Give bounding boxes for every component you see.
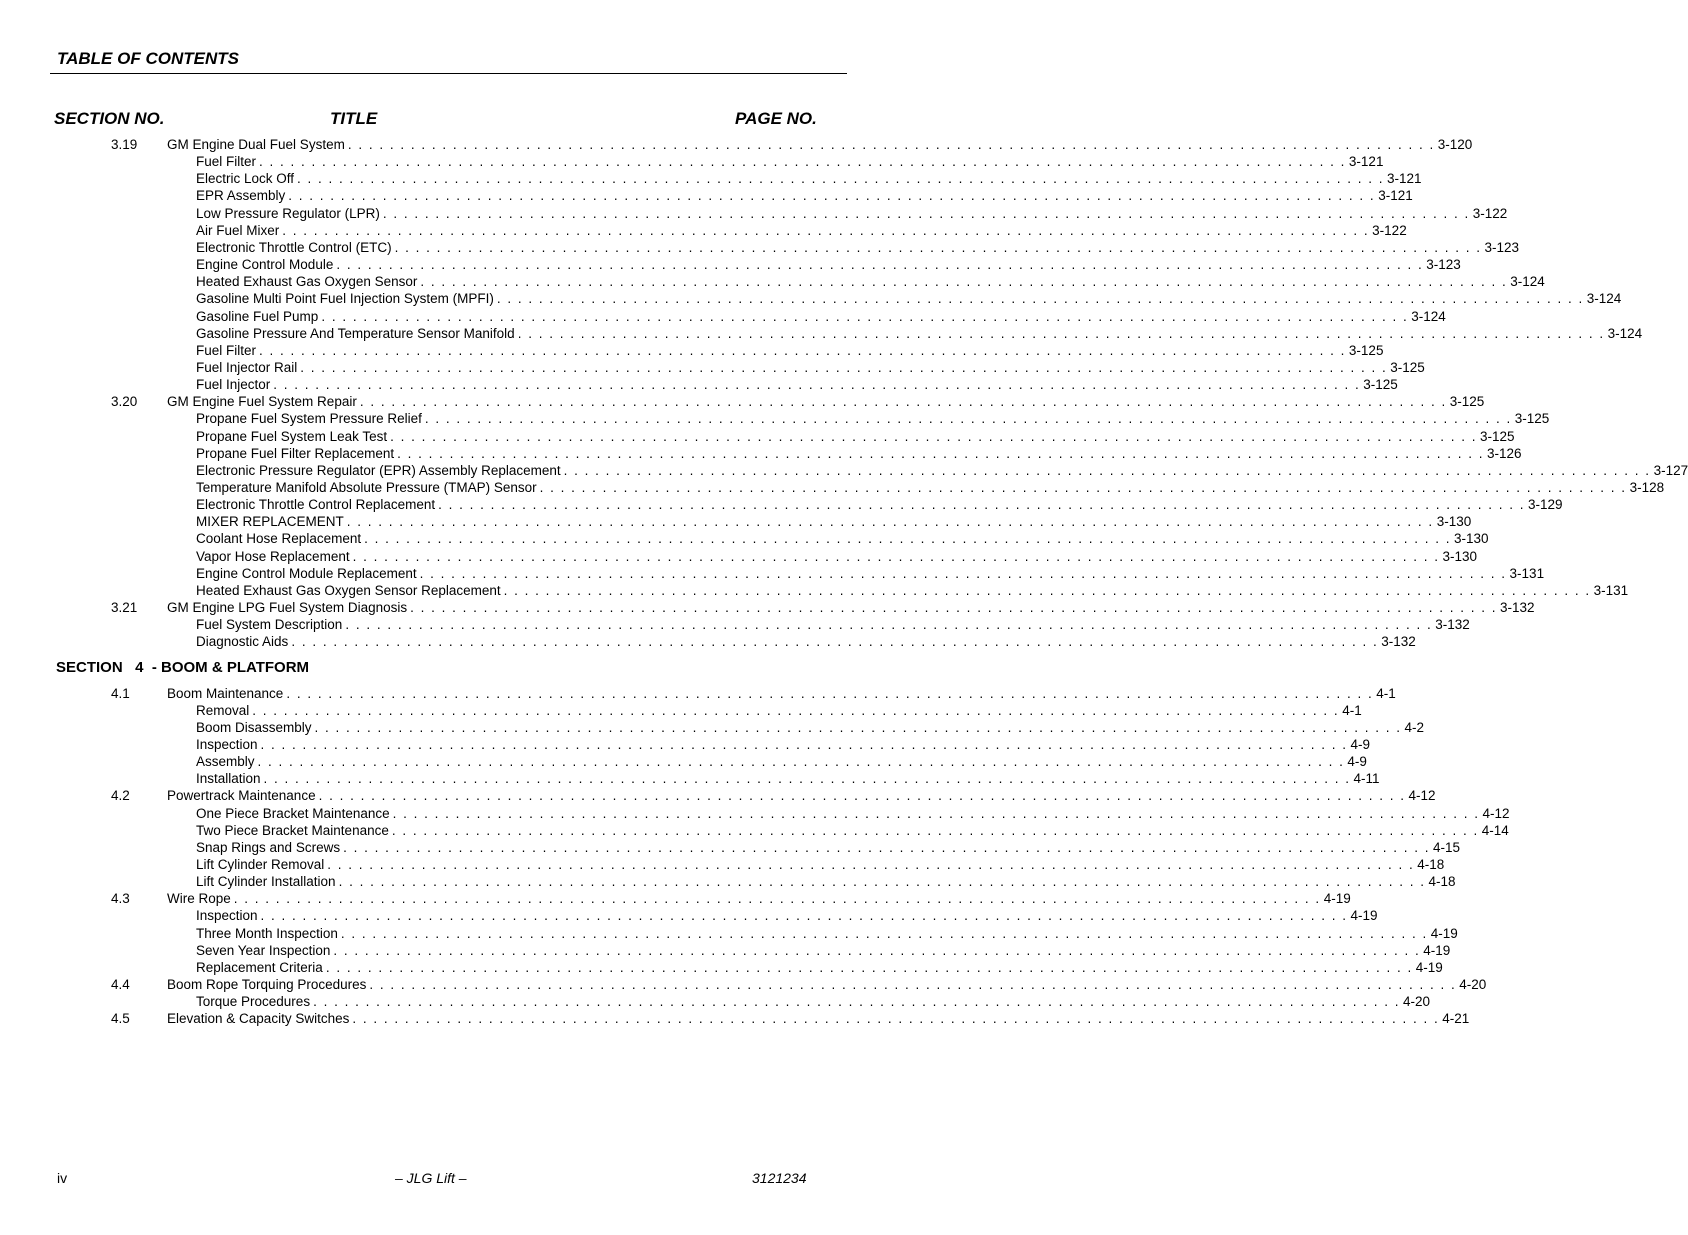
toc-subsection-row[interactable] (0, 873, 1456, 890)
dot-leader: . . . . . . . . . . . . . . . . . . . . . . . . . . . . . . . . . . . . . . . . . . . . . . . . . . . . . . . . . . . . . . . . . . . . . . . . . . . . . . . . . . . . . . . . . . . . . . . . . . . . . . . . (273, 377, 1361, 393)
toc-entry (196, 290, 1622, 307)
toc-entry (196, 308, 1446, 325)
toc-page-number: 3-124 (1510, 274, 1545, 290)
toc-page-number: 4-11 (1353, 771, 1380, 787)
section-heading: SECTION 4 - BOOM & PLATFORM (56, 658, 310, 676)
toc-entry-title: Temperature Manifold Absolute Pressure (TMAP) Sensor (196, 480, 537, 495)
toc-section-number: 3.20 (111, 394, 138, 410)
toc-entry (196, 239, 1519, 256)
toc-entry (196, 513, 1472, 530)
dot-leader: . . . . . . . . . . . . . . . . . . . . . . . . . . . . . . . . . . . . . . . . . . . . . . . . . . . . . . . . . . . . . . . . . . . . . . . . . . . . . . . . . . . . . . . . . . . . . . . . . . . . . . . . (314, 719, 1402, 735)
toc-section-number: 3.19 (111, 137, 138, 152)
toc-subsection-row[interactable] (0, 256, 1461, 273)
dot-leader: . . . . . . . . . . . . . . . . . . . . . . . . . . . . . . . . . . . . . . . . . . . . . . . . . . . . . . . . . . . . . . . . . . . . . . . . . . . . . . . . . . . . . . . . . . . . . . . . . . . . . . . . (282, 222, 1370, 238)
dot-leader: . . . . . . . . . . . . . . . . . . . . . . . . . . . . . . . . . . . . . . . . . . . . . . . . . . . . . . . . . . . . . . . . . . . . . . . . . . . . . . . . . . . . . . . . . . . . . . . . . . . . . . . . (257, 754, 1345, 770)
toc-page-number: 4-19 (1430, 925, 1458, 941)
toc-entry-title: Removal (196, 702, 250, 718)
toc-entry (196, 445, 1522, 462)
dot-leader: . . . . . . . . . . . . . . . . . . . . . . . . . . . . . . . . . . . . . . . . . . . . . . . . . . . . . . . . . . . . . . . . . . . . . . . . . . . . . . . . . . . . . . . . . . . . . . . . . . . . . . . . (390, 428, 1478, 444)
toc-entry (196, 479, 1665, 496)
toc-subsection-row[interactable] (0, 907, 1378, 924)
toc-page-number: 3-131 (1593, 582, 1629, 598)
toc-entry-title: Installation (196, 771, 261, 787)
toc-entry-title: Heated Exhaust Gas Oxygen Sensor Replacement (196, 582, 501, 598)
toc-page-number: 3-132 (1500, 600, 1535, 616)
toc-page-number: 3-125 (1363, 377, 1398, 393)
toc-entry (196, 273, 1545, 290)
dot-leader: . . . . . . . . . . . . . . . . . . . . . . . . . . . . . . . . . . . . . . . . . . . . . . . . . . . . . . . . . . . . . . . . . . . . . . . . . . . . . . . . . . . . . . . . . . . . . . . . . . . . . . . . (369, 977, 1457, 993)
toc-entry-title: Elevation & Capacity Switches (167, 1011, 350, 1027)
toc-entry-title: Torque Procedures (196, 994, 311, 1010)
toc-entry-title: Fuel Injector (196, 377, 271, 393)
dot-leader: . . . . . . . . . . . . . . . . . . . . . . . . . . . . . . . . . . . . . . . . . . . . . . . . . . . . . . . . . . . . . . . . . . . . . . . . . . . . . . . . . . . . . . . . . . . . . . . . . . . . . . . . (333, 942, 1421, 958)
toc-entry (167, 393, 1485, 410)
toc-subsection-row[interactable] (0, 702, 1362, 719)
toc-subsection-row[interactable] (0, 770, 1380, 787)
toc-subsection-row[interactable] (0, 959, 1443, 976)
toc-subsection-row[interactable] (0, 222, 1407, 239)
dot-leader: . . . . . . . . . . . . . . . . . . . . . . . . . . . . . . . . . . . . . . . . . . . . . . . . . . . . . . . . . . . . . . . . . . . . . . . . . . . . . . . . . . . . . . . . . . . . . . . . . . . . . . . . (288, 188, 1376, 204)
toc-page-number: 3-132 (1381, 634, 1416, 650)
dot-leader: . . . . . . . . . . . . . . . . . . . . . . . . . . . . . . . . . . . . . . . . . . . . . . . . . . . . . . . . . . . . . . . . . . . . . . . . . . . . . . . . . . . . . . . . . . . . . . . . . . . . . . . . (260, 736, 1348, 752)
toc-page-number: 3-130 (1436, 514, 1472, 530)
dot-leader: . . . . . . . . . . . . . . . . . . . . . . . . . . . . . . . . . . . . . . . . . . . . . . . . . . . . . . . . . . . . . . . . . . . . . . . . . . . . . . . . . . . . . . . . . . . . . . . . . . . . . . . . (419, 565, 1507, 581)
toc-entry (196, 428, 1515, 445)
toc-page-number: 3-125 (1390, 359, 1425, 375)
toc-page-number: 4-20 (1402, 994, 1431, 1010)
toc-entry-title: GM Engine LPG Fuel System Diagnosis (167, 600, 408, 616)
toc-entry (196, 582, 1629, 599)
toc-entry (196, 359, 1425, 376)
toc-subsection-row[interactable] (0, 445, 1522, 462)
toc-entry (196, 942, 1451, 959)
toc-entry (167, 136, 1473, 153)
toc-entry (196, 548, 1478, 565)
toc-entry-title: Lift Cylinder Installation (196, 874, 336, 890)
toc-subsection-row[interactable] (0, 170, 1422, 187)
dot-leader: . . . . . . . . . . . . . . . . . . . . . . . . . . . . . . . . . . . . . . . . . . . . . . . . . . . . . . . . . . . . . . . . . . . . . . . . . . . . . . . . . . . . . . . . . . . . . . . . . . . . . . . . (503, 582, 1591, 598)
toc-subsection-row[interactable] (0, 239, 1519, 256)
toc-entry-title: Vapor Hose Replacement (196, 548, 350, 564)
toc-entry (196, 736, 1370, 753)
toc-page-number: 4-12 (1408, 788, 1436, 804)
toc-entry-title: Gasoline Pressure And Temperature Sensor Manifold (196, 325, 515, 341)
toc-entry-title: Fuel Filter (196, 342, 257, 358)
toc-entry-title: Propane Fuel System Leak Test (196, 428, 388, 444)
dot-leader: . . . . . . . . . . . . . . . . . . . . . . . . . . . . . . . . . . . . . . . . . . . . . . . . . . . . . . . . . . . . . . . . . . . . . . . . . . . . . . . . . . . . . . . . . . . . . . . . . . . . . . . . (382, 205, 1470, 221)
toc-entry (196, 719, 1424, 736)
dot-leader: . . . . . . . . . . . . . . . . . . . . . . . . . . . . . . . . . . . . . . . . . . . . . . . . . . . . . . . . . . . . . . . . . . . . . . . . . . . . . . . . . . . . . . . . . . . . . . . . . . . . . . . . (313, 994, 1400, 1010)
toc-page-number: 4-15 (1432, 839, 1461, 855)
toc-entry-title: Assembly (196, 754, 255, 770)
toc-subsection-row[interactable] (0, 530, 1489, 547)
toc-entry (196, 873, 1456, 890)
toc-entry (196, 222, 1407, 239)
column-header-page-no: PAGE NO. (735, 109, 817, 128)
toc-section-number: 4.5 (111, 1011, 130, 1027)
toc-subsection-row[interactable] (0, 753, 1367, 770)
toc-entry-title: Replacement Criteria (196, 959, 323, 975)
toc-entry (167, 976, 1487, 993)
toc-subsection-row[interactable] (0, 736, 1370, 753)
toc-entry-title: Two Piece Bracket Maintenance (196, 822, 389, 838)
toc-page-number: 4-21 (1442, 1011, 1470, 1027)
toc-page-number: 4-19 (1415, 959, 1443, 975)
toc-entry-title: Engine Control Module (196, 257, 334, 273)
toc-page-number: 3-124 (1586, 291, 1622, 307)
toc-subsection-row[interactable] (0, 342, 1384, 359)
toc-entry (196, 170, 1422, 187)
toc-page-number: 3-121 (1348, 154, 1384, 170)
toc-entry-title: Boom Maintenance (167, 685, 284, 701)
toc-entry-title: Heated Exhaust Gas Oxygen Sensor (196, 274, 418, 290)
toc-entry (167, 685, 1396, 702)
dot-leader: . . . . . . . . . . . . . . . . . . . . . . . . . . . . . . . . . . . . . . . . . . . . . . . . . . . . . . . . . . . . . . . . . . . . . . . . . . . . . . . . . . . . . . . . . . . . . . . . . . . . . . . . (410, 600, 1498, 616)
toc-page-number: 3-123 (1484, 239, 1519, 255)
toc-entry-title: Gasoline Fuel Pump (196, 308, 319, 324)
toc-subsection-row[interactable] (0, 565, 1545, 582)
toc-entry (196, 616, 1470, 633)
toc-page-number: 4-14 (1481, 822, 1509, 838)
toc-entry-title: One Piece Bracket Maintenance (196, 805, 390, 821)
dot-leader: . . . . . . . . . . . . . . . . . . . . . . . . . . . . . . . . . . . . . . . . . . . . . . . . . . . . . . . . . . . . . . . . . . . . . . . . . . . . . . . . . . . . . . . . . . . . . . . . . . . . . . . . (252, 702, 1340, 718)
toc-entry-title: Boom Rope Torquing Procedures (167, 977, 367, 993)
dot-leader: . . . . . . . . . . . . . . . . . . . . . . . . . . . . . . . . . . . . . . . . . . . . . . . . . . . . . . . . . . . . . . . . . . . . . . . . . . . . . . . . . . . . . . . . . . . . . . . . . . . . . . . . (300, 359, 1388, 375)
toc-page-number: 4-18 (1417, 857, 1445, 872)
toc-entry-title: Fuel Filter (196, 154, 257, 170)
toc-entry (196, 462, 1688, 479)
toc-entry (196, 805, 1510, 822)
toc-entry-title: Fuel System Description (196, 617, 343, 633)
toc-page-number: 3-127 (1653, 462, 1688, 478)
footer-document-number: 3121234 (752, 1170, 807, 1186)
dot-leader: . . . . . . . . . . . . . . . . . . . . . . . . . . . . . . . . . . . . . . . . . . . . . . . . . . . . . . . . . . . . . . . . . . . . . . . . . . . . . . . . . . . . . . . . . . . . . . . . . . . . . . . . (391, 822, 1479, 838)
toc-section-row[interactable] (0, 1010, 1470, 1027)
toc-entry (196, 925, 1458, 942)
toc-section-row[interactable] (0, 136, 1473, 153)
dot-leader: . . . . . . . . . . . . . . . . . . . . . . . . . . . . . . . . . . . . . . . . . . . . . . . . . . . . . . . . . . . . . . . . . . . . . . . . . . . . . . . . . . . . . . . . . . . . . . . . . . . . . . . . (325, 959, 1413, 975)
toc-page-number: 3-122 (1472, 205, 1508, 221)
dot-leader: . . . . . . . . . . . . . . . . . . . . . . . . . . . . . . . . . . . . . . . . . . . . . . . . . . . . . . . . . . . . . . . . . . . . . . . . . . . . . . . . . . . . . . . . . . . . . . . . . . . . . . . . (352, 1011, 1440, 1027)
toc-page-number: 4-19 (1323, 891, 1351, 907)
toc-entry-title: Seven Year Inspection (196, 942, 331, 958)
toc-entry (196, 187, 1413, 204)
toc-entry-title: Propane Fuel System Pressure Relief (196, 411, 422, 427)
toc-entry (167, 890, 1351, 907)
toc-subsection-row[interactable] (0, 479, 1665, 496)
toc-subsection-row[interactable] (0, 513, 1472, 530)
toc-entry-title: Lift Cylinder Removal (196, 857, 325, 872)
dot-leader: . . . . . . . . . . . . . . . . . . . . . . . . . . . . . . . . . . . . . . . . . . . . . . . . . . . . . . . . . . . . . . . . . . . . . . . . . . . . . . . . . . . . . . . . . . . . . . . . . . . . . . . . (343, 839, 1430, 855)
toc-entry (196, 753, 1367, 770)
toc-subsection-row[interactable] (0, 359, 1425, 376)
dot-leader: . . . . . . . . . . . . . . . . . . . . . . . . . . . . . . . . . . . . . . . . . . . . . . . . . . . . . . . . . . . . . . . . . . . . . . . . . . . . . . . . . . . . . . . . . . . . . . . . . . . . . . . . (539, 480, 1627, 495)
toc-page-number: 3-124 (1411, 308, 1446, 324)
dot-leader: . . . . . . . . . . . . . . . . . . . . . . . . . . . . . . . . . . . . . . . . . . . . . . . . . . . . . . . . . . . . . . . . . . . . . . . . . . . . . . . . . . . . . . . . . . . . . . . . . . . . . . . . (340, 925, 1428, 941)
toc-subsection-row[interactable] (0, 205, 1508, 222)
toc-subsection-row[interactable] (0, 325, 1643, 342)
toc-entry (196, 256, 1461, 273)
toc-subsection-row[interactable] (0, 187, 1413, 204)
toc-entry-title: GM Engine Fuel System Repair (167, 394, 357, 410)
toc-entry-title: Gasoline Multi Point Fuel Injection System (MPFI) (196, 291, 494, 307)
toc-section-number: 4.4 (111, 977, 130, 993)
toc-entry (196, 822, 1509, 839)
toc-page-number: 4-1 (1376, 685, 1396, 701)
toc-entry (196, 205, 1508, 222)
dot-leader: . . . . . . . . . . . . . . . . . . . . . . . . . . . . . . . . . . . . . . . . . . . . . . . . . . . . . . . . . . . . . . . . . . . . . . . . . . . . . . . . . . . . . . . . . . . . . . . . . . . . . . . . (327, 857, 1415, 872)
toc-section-row[interactable] (0, 393, 1485, 410)
footer-publisher: – JLG Lift – (395, 1170, 467, 1186)
toc-page-number: 3-125 (1480, 428, 1515, 444)
toc-page-number: 4-12 (1482, 805, 1510, 821)
toc-subsection-row[interactable] (0, 839, 1461, 856)
toc-entry-title: Low Pressure Regulator (LPR) (196, 205, 380, 221)
toc-entry (196, 959, 1443, 976)
toc-entry-title: Wire Rope (167, 891, 231, 907)
toc-page-number: 3-126 (1487, 445, 1522, 461)
toc-entry (196, 410, 1550, 427)
dot-leader: . . . . . . . . . . . . . . . . . . . . . . . . . . . . . . . . . . . . . . . . . . . . . . . . . . . . . . . . . . . . . . . . . . . . . . . . . . . . . . . . . . . . . . . . . . . . . . . . . . . . . . . . (346, 514, 1434, 530)
toc-entry (167, 787, 1436, 804)
toc-entry-title: EPR Assembly (196, 188, 286, 204)
toc-subsection-row[interactable] (0, 633, 1416, 650)
dot-leader: . . . . . . . . . . . . . . . . . . . . . . . . . . . . . . . . . . . . . . . . . . . . . . . . . . . . . . . . . . . . . . . . . . . . . . . . . . . . . . . . . . . . . . . . . . . . . . . . . . . . . . . . (338, 874, 1426, 890)
toc-page-number: 3-128 (1629, 480, 1665, 495)
toc-entry-title: Engine Control Module Replacement (196, 565, 417, 581)
dot-leader: . . . . . . . . . . . . . . . . . . . . . . . . . . . . . . . . . . . . . . . . . . . . . . . . . . . . . . . . . . . . . . . . . . . . . . . . . . . . . . . . . . . . . . . . . . . . . . . . . . . . . . . . (336, 257, 1424, 273)
toc-entry-title: Inspection (196, 736, 258, 752)
toc-page-number: 3-131 (1509, 565, 1545, 581)
toc-page-number: 4-20 (1459, 977, 1487, 993)
dot-leader: . . . . . . . . . . . . . . . . . . . . . . . . . . . . . . . . . . . . . . . . . . . . . . . . . . . . . . . . . . . . . . . . . . . . . . . . . . . . . . . . . . . . . . . . . . . . . . . . . . . . . . . . (424, 411, 1512, 427)
dot-leader: . . . . . . . . . . . . . . . . . . . . . . . . . . . . . . . . . . . . . . . . . . . . . . . . . . . . . . . . . . . . . . . . . . . . . . . . . . . . . . . . . . . . . . . . . . . . . . . . . . . . . . . . (438, 497, 1526, 513)
header-divider (50, 73, 847, 74)
dot-leader: . . . . . . . . . . . . . . . . . . . . . . . . . . . . . . . . . . . . . . . . . . . . . . . . . . . . . . . . . . . . . . . . . . . . . . . . . . . . . . . . . . . . . . . . . . . . . . . . . . . . . . . . (233, 891, 1321, 907)
dot-leader: . . . . . . . . . . . . . . . . . . . . . . . . . . . . . . . . . . . . . . . . . . . . . . . . . . . . . . . . . . . . . . . . . . . . . . . . . . . . . . . . . . . . . . . . . . . . . . . . . . . . . . . . (286, 685, 1374, 701)
dot-leader: . . . . . . . . . . . . . . . . . . . . . . . . . . . . . . . . . . . . . . . . . . . . . . . . . . . . . . . . . . . . . . . . . . . . . . . . . . . . . . . . . . . . . . . . . . . . . . . . . . . . . . . . (345, 617, 1433, 633)
dot-leader: . . . . . . . . . . . . . . . . . . . . . . . . . . . . . . . . . . . . . . . . . . . . . . . . . . . . . . . . . . . . . . . . . . . . . . . . . . . . . . . . . . . . . . . . . . . . . . . . . . . . . . . . (517, 325, 1605, 341)
dot-leader: . . . . . . . . . . . . . . . . . . . . . . . . . . . . . . . . . . . . . . . . . . . . . . . . . . . . . . . . . . . . . . . . . . . . . . . . . . . . . . . . . . . . . . . . . . . . . . . . . . . . . . . . (259, 342, 1346, 358)
toc-section-row[interactable] (0, 787, 1436, 804)
toc-entry-title: Electric Lock Off (196, 171, 295, 187)
toc-page-number: 4-19 (1350, 908, 1378, 924)
dot-leader: . . . . . . . . . . . . . . . . . . . . . . . . . . . . . . . . . . . . . . . . . . . . . . . . . . . . . . . . . . . . . . . . . . . . . . . . . . . . . . . . . . . . . . . . . . . . . . . . . . . . . . . . (352, 548, 1440, 564)
toc-section-number: 4.2 (111, 788, 130, 804)
toc-page-number: 3-125 (1348, 342, 1384, 358)
toc-entry-title: Fuel Injector Rail (196, 359, 298, 375)
toc-page-number: 3-129 (1528, 497, 1563, 513)
toc-section-row[interactable] (0, 685, 1396, 702)
toc-page-number: 4-9 (1350, 736, 1370, 752)
toc-entry-title: Electronic Throttle Control Replacement (196, 497, 436, 513)
dot-leader: . . . . . . . . . . . . . . . . . . . . . . . . . . . . . . . . . . . . . . . . . . . . . . . . . . . . . . . . . . . . . . . . . . . . . . . . . . . . . . . . . . . . . . . . . . . . . . . . . . . . . . . . (394, 239, 1482, 255)
toc-subsection-row[interactable] (0, 856, 1445, 873)
toc-page-number: 3-121 (1378, 188, 1413, 204)
toc-page-number: 4-19 (1423, 942, 1451, 958)
toc-subsection-row[interactable] (0, 462, 1688, 479)
toc-entry-title: Diagnostic Aids (196, 634, 289, 650)
toc-subsection-row[interactable] (0, 582, 1629, 599)
toc-entry (167, 599, 1535, 616)
toc-page-number: 4-1 (1342, 702, 1362, 718)
toc-entry (196, 856, 1445, 873)
toc-page-number: 3-125 (1449, 394, 1485, 410)
toc-section-row[interactable] (0, 890, 1351, 907)
toc-subsection-row[interactable] (0, 548, 1478, 565)
dot-leader: . . . . . . . . . . . . . . . . . . . . . . . . . . . . . . . . . . . . . . . . . . . . . . . . . . . . . . . . . . . . . . . . . . . . . . . . . . . . . . . . . . . . . . . . . . . . . . . . . . . . . . . . (260, 908, 1348, 924)
toc-section-number: 3.21 (111, 600, 138, 616)
dot-leader: . . . . . . . . . . . . . . . . . . . . . . . . . . . . . . . . . . . . . . . . . . . . . . . . . . . . . . . . . . . . . . . . . . . . . . . . . . . . . . . . . . . . . . . . . . . . . . . . . . . . . . . . (420, 274, 1508, 290)
toc-entry-title: Three Month Inspection (196, 925, 338, 941)
toc-subsection-row[interactable] (0, 308, 1446, 325)
toc-subsection-row[interactable] (0, 153, 1384, 170)
toc-subsection-row[interactable] (0, 925, 1458, 942)
toc-page-number: 3-130 (1442, 548, 1478, 564)
toc-subsection-row[interactable] (0, 273, 1545, 290)
toc-subsection-row[interactable] (0, 428, 1515, 445)
dot-leader: . . . . . . . . . . . . . . . . . . . . . . . . . . . . . . . . . . . . . . . . . . . . . . . . . . . . . . . . . . . . . . . . . . . . . . . . . . . . . . . . . . . . . . . . . . . . . . . . . . . . . . . . (263, 771, 1351, 787)
dot-leader: . . . . . . . . . . . . . . . . . . . . . . . . . . . . . . . . . . . . . . . . . . . . . . . . . . . . . . . . . . . . . . . . . . . . . . . . . . . . . . . . . . . . . . . . . . . . . . . . . . . . . . . . (496, 291, 1584, 307)
toc-entry (196, 839, 1461, 856)
toc-section-number: 4.3 (111, 891, 130, 907)
dot-leader: . . . . . . . . . . . . . . . . . . . . . . . . . . . . . . . . . . . . . . . . . . . . . . . . . . . . . . . . . . . . . . . . . . . . . . . . . . . . . . . . . . . . . . . . . . . . . . . . . . . . . . . . (318, 788, 1406, 804)
toc-entry-title: Powertrack Maintenance (167, 788, 316, 804)
dot-leader: . . . . . . . . . . . . . . . . . . . . . . . . . . . . . . . . . . . . . . . . . . . . . . . . . . . . . . . . . . . . . . . . . . . . . . . . . . . . . . . . . . . . . . . . . . . . . . . . . . . . . . . . (364, 531, 1451, 547)
toc-page-number: 3-122 (1372, 222, 1407, 238)
dot-leader: . . . . . . . . . . . . . . . . . . . . . . . . . . . . . . . . . . . . . . . . . . . . . . . . . . . . . . . . . . . . . . . . . . . . . . . . . . . . . . . . . . . . . . . . . . . . . . . . . . . . . . . . (359, 394, 1447, 410)
toc-subsection-row[interactable] (0, 942, 1451, 959)
toc-section-number: 4.1 (111, 685, 130, 701)
toc-entry (196, 325, 1643, 342)
toc-entry (167, 1010, 1470, 1027)
toc-entry-title: MIXER REPLACEMENT (196, 514, 344, 530)
toc-entry-title: Coolant Hose Replacement (196, 531, 362, 547)
toc-page-number: 4-18 (1428, 874, 1456, 890)
toc-entry (196, 376, 1398, 393)
toc-entry (196, 530, 1489, 547)
toc-entry (196, 496, 1563, 513)
dot-leader: . . . . . . . . . . . . . . . . . . . . . . . . . . . . . . . . . . . . . . . . . . . . . . . . . . . . . . . . . . . . . . . . . . . . . . . . . . . . . . . . . . . . . . . . . . . . . . . . . . . . . . . . (291, 634, 1379, 650)
toc-entry-title: Propane Fuel Filter Replacement (196, 445, 395, 461)
toc-page-number: 3-125 (1514, 411, 1550, 427)
toc-entry-title: Snap Rings and Screws (196, 839, 341, 855)
toc-entry (196, 907, 1378, 924)
toc-page-number: 3-120 (1437, 137, 1473, 152)
toc-page-number: 4-2 (1404, 719, 1424, 735)
toc-entry-title: Boom Disassembly (196, 719, 312, 735)
dot-leader: . . . . . . . . . . . . . . . . . . . . . . . . . . . . . . . . . . . . . . . . . . . . . . . . . . . . . . . . . . . . . . . . . . . . . . . . . . . . . . . . . . . . . . . . . . . . . . . . . . . . . . . . (392, 805, 1480, 821)
toc-subsection-row[interactable] (0, 376, 1398, 393)
column-header-title: TITLE (330, 109, 378, 128)
toc-subsection-row[interactable] (0, 822, 1509, 839)
toc-entry-title: Air Fuel Mixer (196, 222, 280, 238)
toc-entry (196, 702, 1362, 719)
toc-entry (196, 993, 1431, 1010)
toc-subsection-row[interactable] (0, 496, 1563, 513)
toc-entry (196, 633, 1416, 650)
toc-page-number: 3-130 (1454, 531, 1489, 547)
page-header-title: TABLE OF CONTENTS (57, 49, 239, 68)
toc-entry (196, 770, 1380, 787)
toc-page-number: 3-121 (1386, 171, 1422, 187)
dot-leader: . . . . . . . . . . . . . . . . . . . . . . . . . . . . . . . . . . . . . . . . . . . . . . . . . . . . . . . . . . . . . . . . . . . . . . . . . . . . . . . . . . . . . . . . . . . . . . . . . . . . . . . . (397, 445, 1485, 461)
dot-leader: . . . . . . . . . . . . . . . . . . . . . . . . . . . . . . . . . . . . . . . . . . . . . . . . . . . . . . . . . . . . . . . . . . . . . . . . . . . . . . . . . . . . . . . . . . . . . . . . . . . . . . . . (297, 171, 1384, 187)
toc-entry-title: GM Engine Dual Fuel System (167, 137, 345, 152)
dot-leader: . . . . . . . . . . . . . . . . . . . . . . . . . . . . . . . . . . . . . . . . . . . . . . . . . . . . . . . . . . . . . . . . . . . . . . . . . . . . . . . . . . . . . . . . . . . . . . . . . . . . . . . . (347, 137, 1435, 152)
toc-page-number: 4-9 (1347, 754, 1367, 770)
toc-entry (196, 153, 1384, 170)
footer-page-number: iv (57, 1170, 68, 1186)
dot-leader: . . . . . . . . . . . . . . . . . . . . . . . . . . . . . . . . . . . . . . . . . . . . . . . . . . . . . . . . . . . . . . . . . . . . . . . . . . . . . . . . . . . . . . . . . . . . . . . . . . . . . . . . (259, 154, 1346, 170)
toc-page-number: 3-132 (1435, 617, 1470, 633)
toc-section-row[interactable] (0, 599, 1535, 616)
toc-subsection-row[interactable] (0, 805, 1510, 822)
toc-subsection-row[interactable] (0, 290, 1622, 307)
toc-subsection-row[interactable] (0, 410, 1550, 427)
toc-page-number: 3-124 (1607, 325, 1643, 341)
toc-entry (196, 565, 1545, 582)
toc-page-number: 3-123 (1426, 257, 1461, 273)
toc-entry-title: Inspection (196, 908, 258, 924)
toc-subsection-row[interactable] (0, 616, 1470, 633)
column-header-section-no: SECTION NO. (54, 109, 165, 128)
toc-subsection-row[interactable] (0, 993, 1431, 1010)
dot-leader: . . . . . . . . . . . . . . . . . . . . . . . . . . . . . . . . . . . . . . . . . . . . . . . . . . . . . . . . . . . . . . . . . . . . . . . . . . . . . . . . . . . . . . . . . . . . . . . . . . . . . . . . (563, 462, 1651, 478)
dot-leader: . . . . . . . . . . . . . . . . . . . . . . . . . . . . . . . . . . . . . . . . . . . . . . . . . . . . . . . . . . . . . . . . . . . . . . . . . . . . . . . . . . . . . . . . . . . . . . . . . . . . . . . . (321, 308, 1409, 324)
toc-entry-title: Electronic Pressure Regulator (EPR) Assembly Replacement (196, 462, 561, 478)
toc-section-row[interactable] (0, 976, 1487, 993)
toc-entry (196, 342, 1384, 359)
toc-subsection-row[interactable] (0, 719, 1424, 736)
toc-entry-title: Electronic Throttle Control (ETC) (196, 239, 392, 255)
